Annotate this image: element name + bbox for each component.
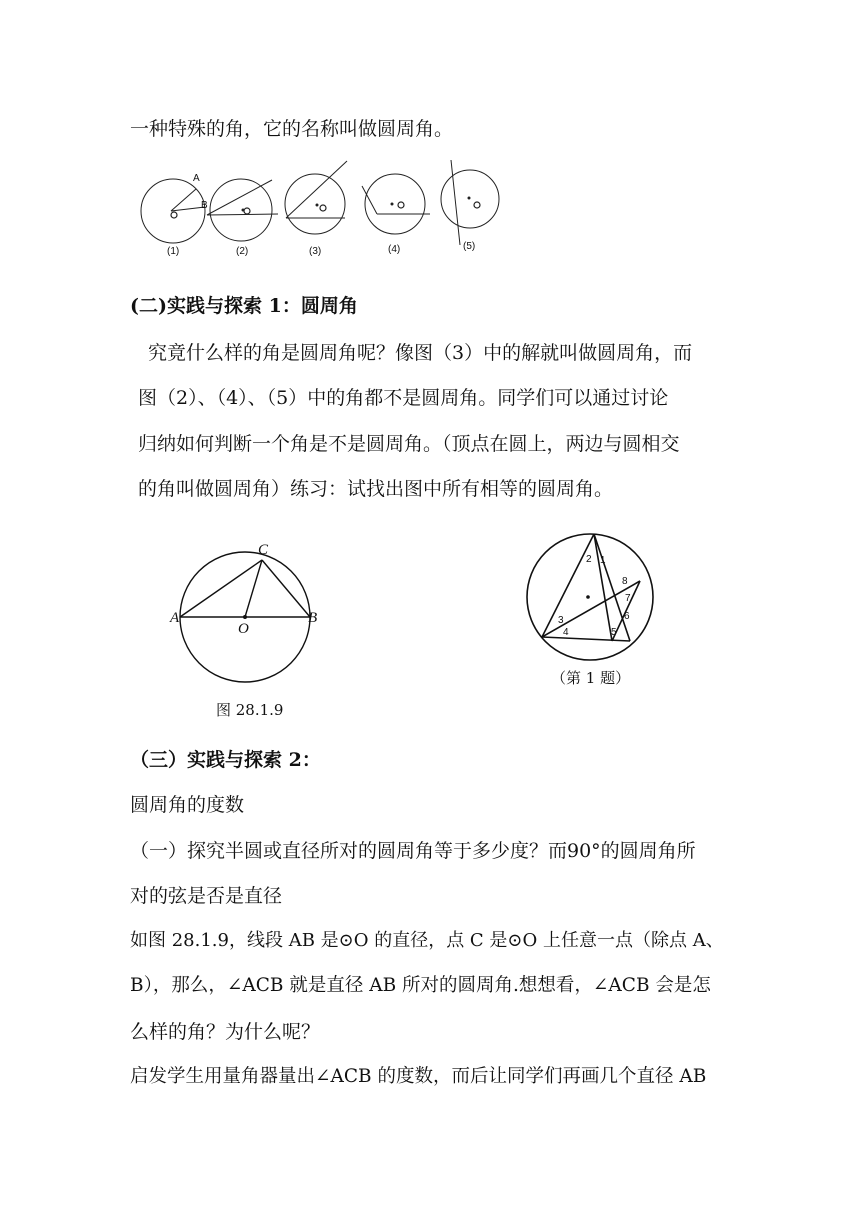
paragraph-line-10: 么样的角？为什么呢？ bbox=[130, 1021, 321, 1043]
angle-number-1: 1 bbox=[600, 555, 606, 566]
angle-number-2: 2 bbox=[586, 554, 592, 565]
fig-label-b: B bbox=[308, 610, 318, 626]
caption-3: (3) bbox=[309, 246, 322, 257]
fig-label-a: A bbox=[170, 610, 180, 626]
paragraph-line-3: 归纳如何判断一个角是不是圆周角。（顶点在圆上，两边与圆相交 bbox=[138, 433, 680, 455]
paragraph-line-6: （一）探究半圆或直径所对的圆周角等于多少度？而90°的圆周角所 bbox=[130, 840, 696, 862]
angle-number-8: 8 bbox=[622, 576, 628, 587]
paragraph-line-5: 圆周角的度数 bbox=[130, 794, 245, 816]
section-heading-1: (二)实践与探索 1：圆周角 bbox=[130, 295, 358, 317]
paragraph-line-9: B），那么，∠ACB 就是直径 AB 所对的圆周角.想想看，∠ACB 会是怎 bbox=[130, 975, 711, 996]
fig-label-c: C bbox=[258, 542, 269, 558]
paragraph-line-8: 如图 28.1.9，线段 AB 是⊙O 的直径，点 C 是⊙O 上任意一点（除点 A、 bbox=[130, 930, 724, 951]
caption-1: (1) bbox=[167, 246, 180, 257]
figure-caption-q1: （第 1 题） bbox=[551, 669, 631, 687]
figure-caption-2819: 图 28.1.9 bbox=[216, 701, 284, 719]
caption-2: (2) bbox=[236, 246, 249, 257]
fig-label-o: O bbox=[238, 621, 249, 637]
angle-number-5: 5 bbox=[611, 627, 617, 638]
section-heading-2: （三）实践与探索 2： bbox=[130, 749, 321, 771]
label-b: B bbox=[201, 200, 208, 211]
angle-number-7: 7 bbox=[625, 593, 631, 604]
paragraph-line-4: 的角叫做圆周角）练习：试找出图中所有相等的圆周角。 bbox=[138, 478, 614, 500]
caption-5: (5) bbox=[463, 241, 476, 252]
angle-number-4: 4 bbox=[563, 627, 569, 638]
angle-number-3: 3 bbox=[558, 615, 564, 626]
angle-number-6: 6 bbox=[624, 611, 630, 622]
paragraph-line-1: 究竟什么样的角是圆周角呢？像图（3）中的解就叫做圆周角，而 bbox=[148, 342, 693, 364]
caption-4: (4) bbox=[388, 244, 401, 255]
label-a: A bbox=[193, 173, 200, 184]
paragraph-line-2: 图（2）、（4）、（5）中的角都不是圆周角。同学们可以通过讨论 bbox=[138, 387, 669, 409]
text-line-1: 一种特殊的角，它的名称叫做圆周角。 bbox=[130, 118, 454, 140]
paragraph-line-11: 启发学生用量角器量出∠ACB 的度数，而后让同学们再画几个直径 AB bbox=[130, 1066, 707, 1087]
paragraph-line-7: 对的弦是否是直径 bbox=[130, 885, 283, 907]
